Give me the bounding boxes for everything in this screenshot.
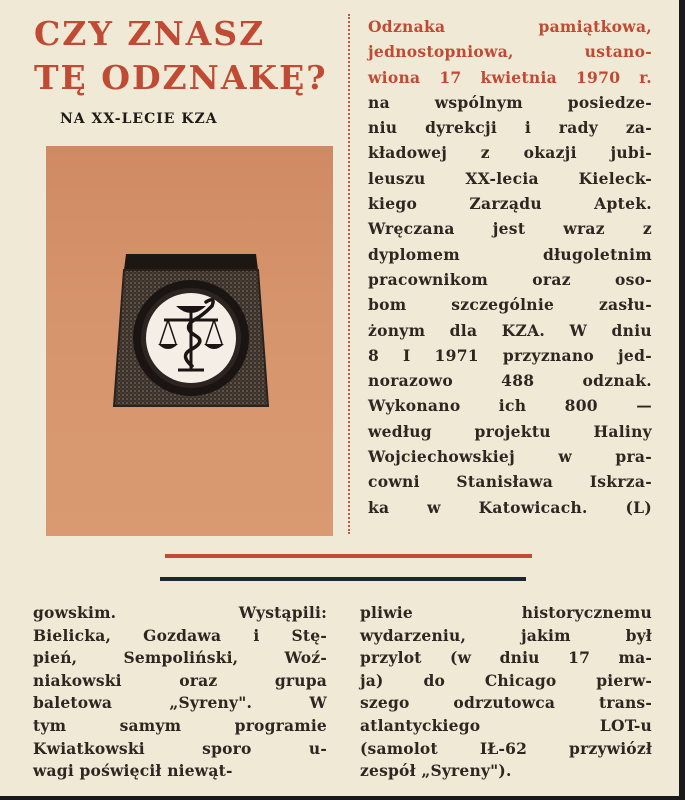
column-line [360, 602, 652, 625]
body-line [368, 242, 652, 267]
word: wspólnym [434, 92, 523, 112]
column-line [360, 715, 652, 738]
word: i [253, 625, 260, 645]
word: 17 [439, 67, 462, 87]
badge-photo [46, 146, 333, 536]
word: w [558, 447, 572, 467]
word: pracownikom [368, 269, 489, 289]
word: wydarzeniu, [360, 625, 467, 645]
word: pliwie [360, 603, 413, 622]
word: norazowo [368, 371, 454, 391]
continued-column-left [33, 602, 327, 783]
word: do [423, 670, 446, 690]
word: — [636, 396, 652, 416]
word: oso- [614, 269, 652, 289]
word: wiona [368, 67, 421, 87]
word: na [368, 92, 390, 112]
word: grupa [274, 670, 327, 690]
word: jubi- [610, 143, 652, 163]
word: Aptek. [594, 194, 652, 214]
word: dla [449, 320, 478, 340]
column-divider [348, 14, 350, 534]
word: „Syreny". [169, 693, 253, 713]
word: Wystąpili: [238, 603, 327, 622]
word: Kieleck- [578, 168, 652, 188]
separator-rule-dark [160, 577, 526, 581]
body-line [368, 14, 652, 39]
word: kwietnia [480, 67, 558, 87]
word: tym [33, 715, 67, 735]
separator-rule-red [165, 554, 532, 558]
word: pierw- [596, 670, 652, 690]
column-line [33, 670, 327, 693]
word: z [642, 219, 652, 239]
body-line [368, 216, 652, 241]
word: żonym [368, 320, 426, 340]
word: W [309, 693, 327, 713]
body-line [368, 343, 652, 368]
word: Iskrza- [589, 472, 652, 492]
badge-with-bowl-of-hygieia-and-scales-icon [106, 246, 276, 416]
word: IŁ-62 [479, 738, 528, 758]
word: szczególnie [451, 295, 555, 315]
word: Woź- [284, 648, 327, 668]
word: (w [450, 648, 472, 668]
word: Zarządu [469, 194, 542, 214]
word: przyznano [502, 345, 595, 365]
word: Kwiatkowski [33, 738, 145, 758]
word: projektu [474, 421, 551, 441]
word: jakim [520, 625, 571, 645]
body-line [368, 292, 652, 317]
word: wraz [563, 219, 605, 239]
body-line [368, 166, 652, 191]
word: ustano- [584, 42, 652, 62]
word: ma- [618, 648, 652, 668]
word: 17 [568, 648, 591, 668]
word: W [569, 320, 588, 340]
word: Chicago [484, 670, 557, 690]
column-line [360, 670, 652, 693]
word: kiego [368, 194, 418, 214]
word: niakowski [33, 670, 122, 690]
word: Gozdawa [143, 625, 222, 645]
column-line [360, 692, 652, 715]
word: kładowej [368, 143, 448, 163]
word: Odznaka [368, 17, 446, 36]
body-line [368, 419, 652, 444]
word: I [403, 345, 411, 365]
continued-column-right [360, 602, 652, 783]
word: Stanisława [456, 472, 554, 492]
column-line [360, 625, 652, 648]
body-line [368, 65, 652, 90]
column-line [33, 647, 327, 670]
word: dyrekcji [425, 118, 498, 138]
word: 1970 [575, 67, 621, 87]
word: programie [234, 715, 327, 735]
word: w [427, 497, 441, 517]
word: 800 [564, 396, 598, 416]
word: sporo [202, 738, 252, 758]
word: ja) [360, 670, 384, 690]
word: z [480, 143, 490, 163]
word: historycznemu [521, 603, 652, 622]
word: Katowicach. [478, 497, 588, 517]
column-line [33, 692, 327, 715]
body-line [368, 39, 652, 64]
column-line [33, 602, 327, 625]
word: baletowa [33, 693, 113, 713]
body-line [368, 444, 652, 469]
word: przylot [360, 648, 422, 668]
word: Bielicka, [33, 625, 112, 645]
word: Wykonano [368, 396, 461, 416]
word: był [625, 625, 652, 645]
word: jest [492, 219, 526, 239]
word: Haliny [593, 421, 652, 441]
article-subtitle: NA XX-LECIE KZA [60, 111, 218, 127]
word: ka [368, 497, 390, 517]
word: pamiątkowa, [538, 17, 652, 36]
word: okazji [523, 143, 577, 163]
scan-edge-bottom [0, 796, 685, 800]
word: pień, [33, 648, 78, 668]
word: (samolot [360, 738, 438, 758]
word: za- [625, 118, 652, 138]
word: odznak. [582, 371, 652, 391]
word: rady [558, 118, 599, 138]
word: pra- [615, 447, 652, 467]
word: r. [639, 67, 652, 87]
column-line [33, 715, 327, 738]
word: oraz [532, 269, 571, 289]
word: 1971 [434, 345, 479, 365]
word: Wręczana [368, 219, 455, 239]
word: u- [308, 738, 327, 758]
word: i [524, 118, 532, 138]
column-line [360, 738, 652, 761]
word: posiedze- [567, 92, 652, 112]
word: bom [368, 295, 407, 315]
body-line [368, 115, 652, 140]
column-line [360, 647, 652, 670]
word: gowskim. [33, 603, 117, 622]
column-line [33, 738, 327, 761]
article-body [368, 14, 652, 520]
word: dniu [611, 320, 652, 340]
word: cowni [368, 472, 420, 492]
word: LOT-u [599, 715, 652, 735]
column-line [33, 625, 327, 648]
body-line [368, 267, 652, 292]
word: XX-lecia [465, 168, 539, 188]
word: Stę- [291, 625, 327, 645]
body-line [368, 495, 652, 520]
body-line [368, 90, 652, 115]
word: KZA. [501, 320, 546, 340]
word: jednostopniowa, [368, 42, 514, 62]
body-line [368, 469, 652, 494]
body-line [368, 368, 652, 393]
body-line [368, 393, 652, 418]
word: odrzutowca [453, 693, 556, 713]
word: Wojciechowskiej [368, 447, 515, 467]
word: niu [368, 118, 398, 138]
body-line [368, 191, 652, 216]
word: zasłu- [598, 295, 652, 315]
word: 8 [368, 345, 380, 365]
title-line-1: CZY ZNASZ [34, 14, 266, 53]
word: długoletnim [542, 244, 652, 264]
word: leuszu [368, 168, 426, 188]
body-line [368, 140, 652, 165]
article-title [34, 12, 334, 100]
scan-edge-right [679, 0, 685, 800]
word: dyplomem [368, 244, 460, 264]
word: według [368, 421, 432, 441]
column-line: wagi poświęcił niewąt- [33, 761, 233, 781]
word: Sempoliński, [123, 648, 239, 668]
word: (L) [625, 497, 652, 517]
column-line: zespół „Syreny"). [360, 761, 512, 781]
word: oraz [179, 670, 218, 690]
word: dniu [499, 648, 540, 668]
word: atlantyckiego [360, 715, 481, 735]
word: jed- [618, 345, 652, 365]
word: przywiózł [569, 738, 652, 758]
body-line [368, 318, 652, 343]
word: szego [360, 693, 410, 713]
title-line-2: TĘ ODZNAKĘ? [34, 58, 328, 97]
word: trans- [598, 693, 652, 713]
word: 488 [501, 371, 535, 391]
word: ich [498, 396, 527, 416]
word: samym [119, 715, 182, 735]
